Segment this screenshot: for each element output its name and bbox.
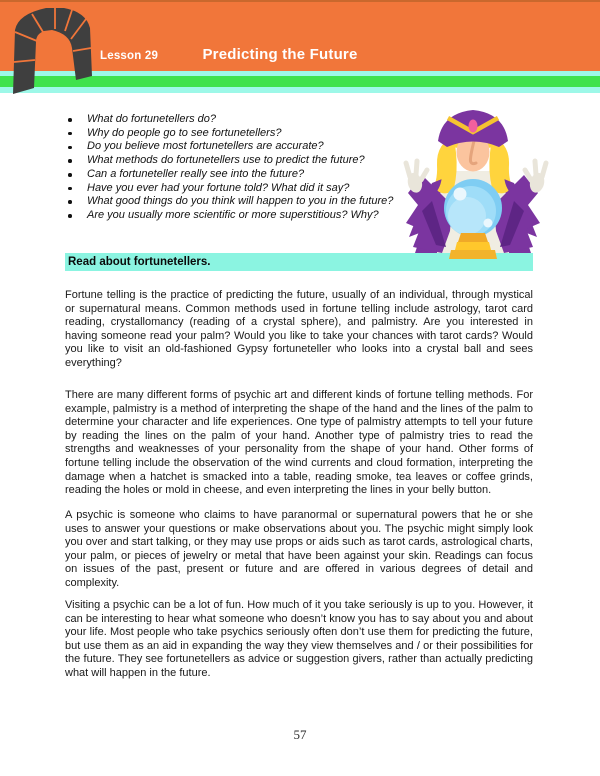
lesson-number-label: Lesson 29	[100, 50, 159, 62]
header-top-edge	[0, 0, 600, 2]
list-item: What do fortunetellers do?	[87, 113, 417, 127]
arch-logo-icon	[6, 4, 102, 98]
paragraph-psychic-art-forms: There are many different forms of psychic art and different kinds of fortune telling methods. For example, palmistry is a method of interpreting the shape of the hand and the lines of the palm to determine your character and life experiences. One type of palmistry attempts to tell your future by reading the lines on the palm of your hand. Another type of palmistry tries to read the strengths and weaknesses of your personality from the shape of your hand. Other forms of fortune telling include the observation of the wind currents and cloud formation, interpreting the damage when a hatchet is smacked into a table, reading smoke, tea leaves or coffee grinds, reading the holes or mold in cheese, and even interpreting the lines in your belly button.	[65, 389, 533, 497]
page-title: Predicting the Future	[202, 46, 358, 63]
list-item: Can a fortuneteller really see into the future?	[87, 168, 417, 182]
list-item: Do you believe most fortunetellers are accurate?	[87, 140, 417, 154]
paragraph-fortune-telling: Fortune telling is the practice of predicting the future, usually of an individual, through mystical or supernatural means. Common methods used in fortune telling include astrology, tarot card reading, crystallomancy (reading of a crystal sphere), and palmistry. Are you interested in having someone read your palm? Would you like to take your chances with tarot cards? Would you like to visit an old-fashioned Gypsy fortuneteller who looks into a crystal ball and sees everything?	[65, 289, 533, 369]
page-number: 57	[293, 727, 307, 742]
fortuneteller-illustration	[396, 105, 562, 275]
list-item: Are you usually more scientific or more superstitious? Why?	[87, 209, 417, 223]
list-item: Why do people go to see fortunetellers?	[87, 127, 417, 141]
list-item: What methods do fortunetellers use to predict the future?	[87, 154, 417, 168]
paragraph-visiting-a-psychic: Visiting a psychic can be a lot of fun. How much of it you take seriously is up to you. However, it can be interesting to hear what someone who doesn’t know you has to say about you and about your life. Most people who take psychics seriously often don’t use them for predicting the future, but use them as an aid in expanding the way they view themselves and / or their possibilities for the future. They see fortunetellers as advice or suggestion givers, rather than actually predicting what will happen in the future.	[65, 599, 533, 679]
list-item: Have you ever had your fortune told? What did it say?	[87, 182, 417, 196]
warmup-question-list	[87, 113, 417, 223]
paragraph-what-is-a-psychic: A psychic is someone who claims to have paranormal or supernatural powers that he or she uses to answer your questions or make observations about you. The psychic might simply look you over and start talking, or they may use props or aids such as tarot cards, astrological charts, your palm, or pieces of jewelry or metal that have been against your skin. Readings can focus on issues of the past, present or future and are offered in various degrees of detail and complexity.	[65, 509, 533, 589]
list-item: What good things do you think will happen to you in the future?	[87, 195, 417, 209]
section-heading-text: Read about fortunetellers.	[68, 256, 211, 268]
